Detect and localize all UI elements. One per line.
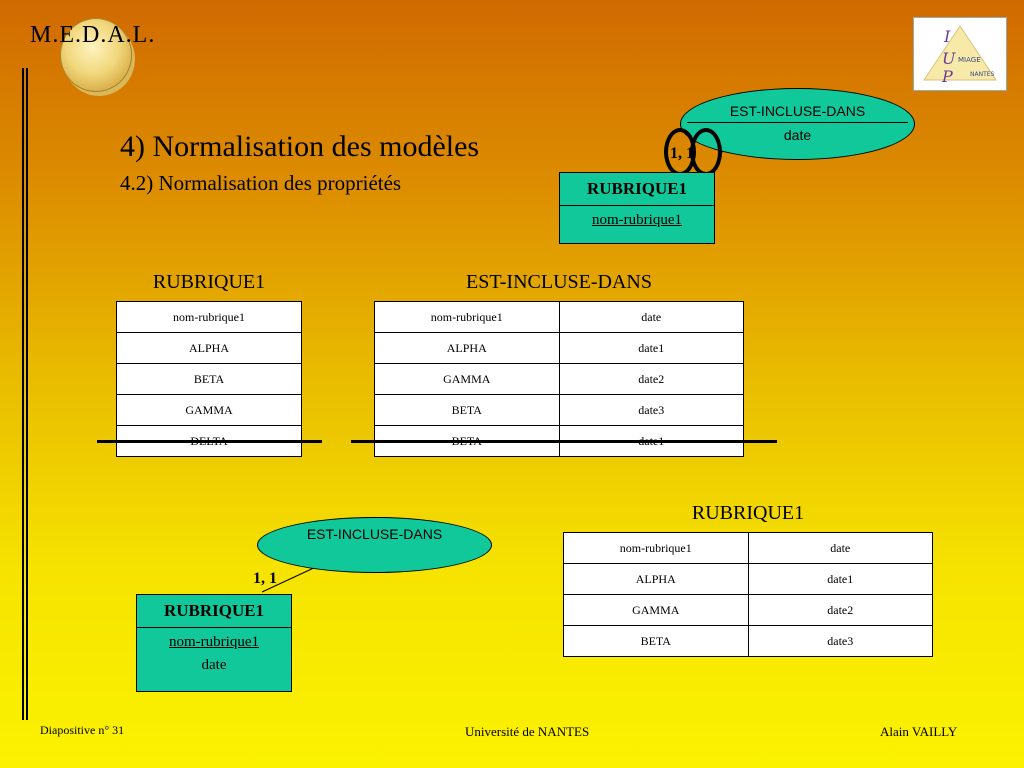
table-row — [117, 395, 302, 426]
footer-university: Université de NANTES — [465, 724, 590, 739]
table-cell: BETA — [117, 364, 302, 395]
table-row — [375, 395, 744, 426]
bottom-entity-box — [136, 594, 292, 692]
entity-key: nom-rubrique1 — [592, 212, 682, 228]
association-name: EST-INCLUSE-DANS — [306, 526, 443, 542]
table-row — [564, 595, 933, 626]
entity-key: nom-rubrique1 — [169, 634, 259, 650]
header-cell: date — [748, 533, 933, 564]
table-row — [375, 333, 744, 364]
svg-text:P: P — [942, 67, 953, 86]
svg-text:U: U — [942, 49, 956, 68]
brand-title: M.E.D.A.L. — [30, 22, 156, 48]
strike-line-rubrique — [97, 440, 322, 443]
table-cell: BETA — [564, 626, 749, 657]
table-row — [117, 364, 302, 395]
table-cell: date3 — [559, 395, 744, 426]
table-cell: GAMMA — [564, 595, 749, 626]
strike-line-inclusion — [351, 440, 777, 443]
table-row — [375, 364, 744, 395]
table-row — [117, 333, 302, 364]
slide-subtitle: 4.2) Normalisation des propriétés — [120, 171, 402, 195]
table-cell: date3 — [748, 626, 933, 657]
table-row — [564, 564, 933, 595]
svg-text:I: I — [944, 27, 951, 46]
rubrique-table-title: RUBRIQUE1 — [152, 271, 266, 293]
footer-slide-number: Diapositive n° 31 — [40, 723, 125, 737]
table-header-row — [117, 302, 302, 333]
table-header-row — [564, 533, 933, 564]
footer-author: Alain VAILLY — [880, 724, 958, 739]
entity-name: RUBRIQUE1 — [560, 173, 714, 206]
table-cell: ALPHA — [375, 333, 560, 364]
association-attribute: date — [783, 127, 812, 143]
top-cardinality: 1, 1 — [670, 145, 694, 162]
bottom-association-ellipse — [257, 517, 492, 573]
header-cell: nom-rubrique1 — [375, 302, 560, 333]
slide-title: 4) Normalisation des modèles — [120, 130, 480, 163]
top-entity-box — [559, 172, 715, 244]
entity-name: RUBRIQUE1 — [137, 595, 291, 628]
table-cell: BETA — [375, 395, 560, 426]
table-row — [564, 626, 933, 657]
cardinality-circle-2 — [690, 128, 722, 176]
table-header-row — [375, 302, 744, 333]
table-cell: date2 — [559, 364, 744, 395]
table-cell: GAMMA — [117, 395, 302, 426]
table-cell: GAMMA — [375, 364, 560, 395]
header-cell: nom-rubrique1 — [117, 302, 302, 333]
header-cell: date — [559, 302, 744, 333]
association-name: EST-INCLUSE-DANS — [729, 103, 866, 119]
rubrique-table — [116, 301, 302, 457]
association-divider — [687, 122, 908, 123]
svg-text:NANTES: NANTES — [970, 71, 995, 78]
result-table — [563, 532, 933, 657]
inclusion-table — [374, 301, 744, 457]
header-cell: nom-rubrique1 — [564, 533, 749, 564]
entity-attribute: date — [201, 657, 227, 673]
table-cell: date1 — [559, 333, 744, 364]
table-cell: ALPHA — [564, 564, 749, 595]
result-table-title: RUBRIQUE1 — [691, 502, 805, 524]
svg-text:MIAGE: MIAGE — [958, 56, 981, 64]
table-cell: date2 — [748, 595, 933, 626]
table-cell: ALPHA — [117, 333, 302, 364]
inclusion-table-title: EST-INCLUSE-DANS — [466, 271, 652, 293]
bottom-cardinality: 1, 1 — [253, 570, 277, 587]
table-cell: date1 — [748, 564, 933, 595]
